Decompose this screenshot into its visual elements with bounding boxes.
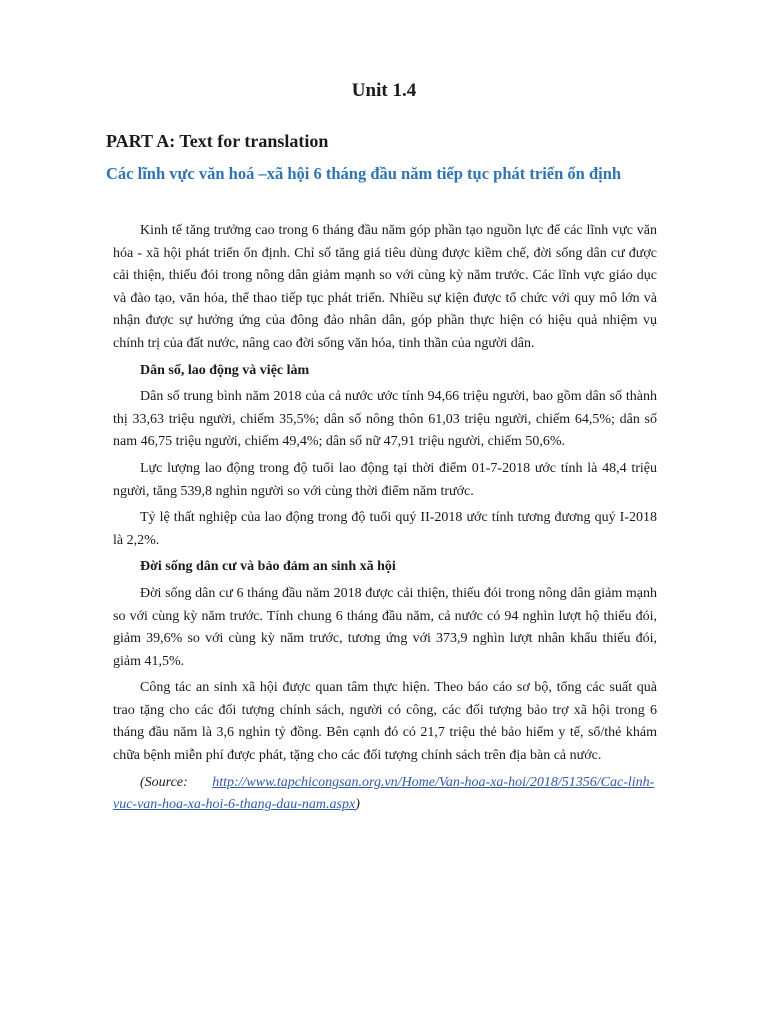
intro-paragraph: Kinh tế tăng trưởng cao trong 6 tháng đầu năm góp phần tạo nguồn lực để các lĩnh vực văn hóa - xã hội phát triển ổn định. Chỉ số tăng giá tiêu dùng được kiềm chế, đời sống dân cư được cải thiện, thiếu đói trong nông dân giảm mạnh so với cùng kỳ năm trước. Các lĩnh vực giáo dục và đào tạo, văn hóa, thể thao tiếp tục phát triển. Nhiều sự kiện được tổ chức với quy mô lớn và nhận được sự hưởng ứng của đông đảo nhân dân, góp phần thực hiện có hiệu quả nhiệm vụ chính trị của đất nước, nâng cao đời sống văn hóa, tinh thần của người dân. bbox=[113, 223, 657, 351]
unit-title: Unit 1.4 bbox=[351, 80, 417, 101]
source-prefix: (Source: bbox=[140, 774, 188, 790]
part-heading: PART A: Text for translation bbox=[106, 131, 329, 151]
section-heading-population: Dân số, lao động và việc làm bbox=[140, 362, 310, 378]
living-standards-paragraph: Đời sống dân cư 6 tháng đầu năm 2018 được cải thiện, thiếu đói trong nông dân giảm mạnh so với cùng kỳ năm trước. Tính chung 6 tháng đầu năm, cả nước có 94 nghìn lượt hộ thiếu đói, giảm 39,6% so với cùng kỳ năm trước, tương ứng với 373,9 nghìn lượt nhân khẩu thiếu đói, giảm 41,5%. bbox=[113, 585, 657, 669]
source-citation bbox=[113, 772, 657, 817]
unemployment-paragraph: Tỷ lệ thất nghiệp của lao động trong độ tuổi quý II-2018 ước tính tương đương quý I-2018 là 2,2%. bbox=[113, 510, 657, 548]
source-link[interactable]: http://www.tapchicongsan.org.vn/Home/Van-hoa-xa-hoi/2018/51356/Cac-linh-vuc-van-hoa-xa-hoi-6-thang-dau-nam.aspx bbox=[113, 774, 655, 813]
labor-force-paragraph: Lực lượng lao động trong độ tuổi lao động tại thời điểm 01-7-2018 ước tính là 48,4 triệu người, tăng 539,8 nghìn người so với cùng thời điểm năm trước. bbox=[113, 460, 657, 499]
article-title: Các lĩnh vực văn hoá –xã hội 6 tháng đầu năm tiếp tục phát triển ổn định bbox=[106, 164, 622, 183]
population-paragraph: Dân số trung bình năm 2018 của cả nước ước tính 94,66 triệu người, bao gồm dân số thành thị 33,63 triệu người, chiếm 35,5%; dân số nông thôn 61,03 triệu người, chiếm 64,5%; dân số nam 46,75 triệu người, chiếm 49,4%; dân số nữ 47,91 triệu người, chiếm 50,6%. bbox=[113, 389, 657, 450]
social-security-paragraph: Công tác an sinh xã hội được quan tâm thực hiện. Theo báo cáo sơ bộ, tổng các suất quà trao tặng cho các đối tượng chính sách, người có công, các đối tượng bảo trợ xã hội trong 6 tháng đầu năm là 3,6 nghìn tỷ đồng. Bên cạnh đó có 21,7 triệu thẻ bảo hiểm y tế, sổ/thẻ khám chữa bệnh miễn phí được phát, tặng cho các đối tượng chính sách trên địa bàn cả nước. bbox=[113, 680, 657, 764]
article-body bbox=[113, 220, 657, 821]
source-suffix: ) bbox=[355, 797, 360, 813]
section-heading-living-standards: Đời sống dân cư và bảo đảm an sinh xã hội bbox=[140, 559, 396, 575]
